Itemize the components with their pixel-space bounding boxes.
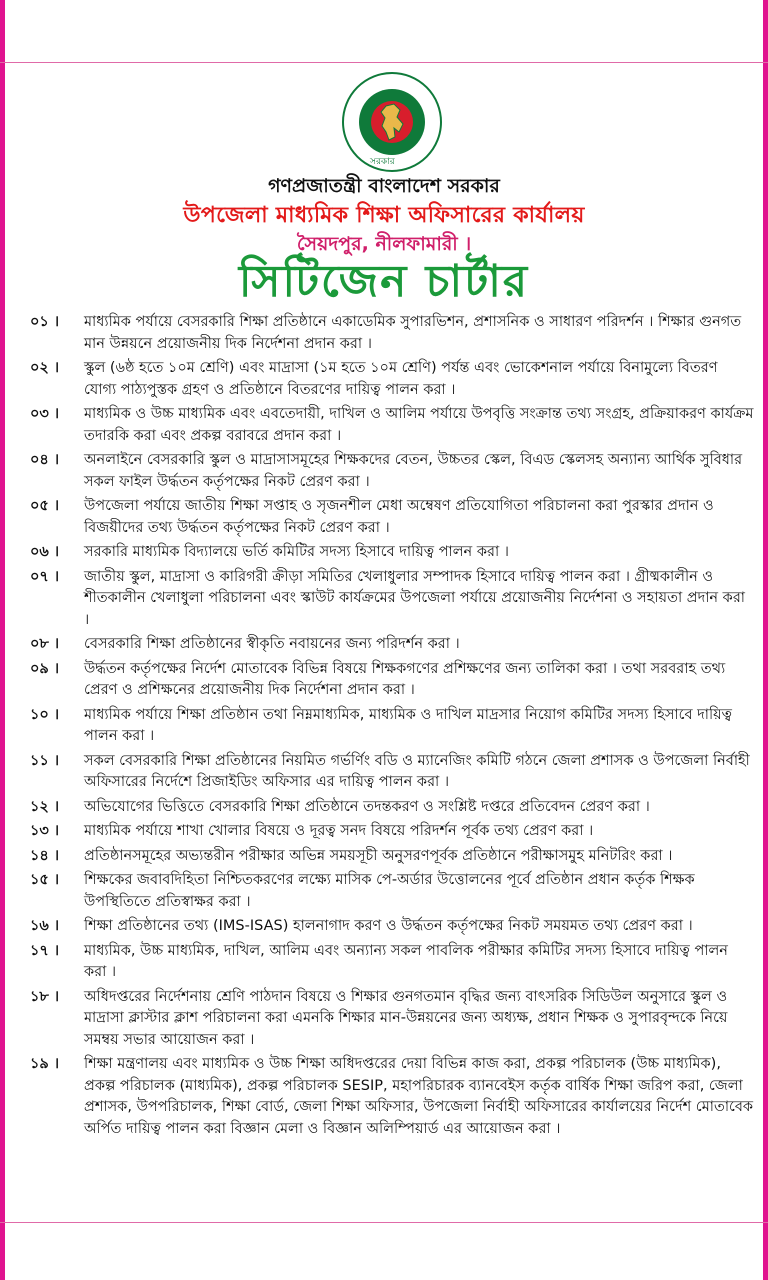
item-text: মাধ্যমিক ও উচ্চ মাধ্যমিক এবং এবতেদায়ী, দাখিল ও আলিম পর্যায়ে উপবৃত্তি সংক্রান্ত তথ্য সংগ্রহ, প্রক্রিয়াকরণ কার্যক্রম তদারকি করা এবং প্রকল্প বরাবরে প্রদান করা । (84, 406, 754, 444)
item-number: ০২ । (30, 360, 60, 376)
item-number: ০৯ । (30, 660, 60, 677)
item-text: সকল বেসরকারি শিক্ষা প্রতিষ্ঠানের নিয়মিত গর্ভর্ণিং বডি ও ম্যানেজিং কমিটি গঠনে জেলা প্রশাসক ও উপজেলা নির্বাহী অফিসারের নির্দেশে প্রিজাইডিং অফিসার এর দায়িত্ব পালন করা । (84, 752, 750, 790)
item-number: ১৩ । (30, 823, 60, 839)
list-item (30, 1054, 754, 1140)
charter-list (30, 312, 754, 1143)
item-text: শিক্ষা প্রতিষ্ঠানের তথ্য (IMS-ISAS) হালনাগাদ করণ ও উর্দ্ধতন কর্তৃপক্ষের নিকট সময়মত তথ্য প্রেরণ করা । (84, 918, 693, 934)
item-number: ১৭ । (30, 942, 60, 959)
item-number: ০৫ । (30, 498, 60, 514)
seal-text: সরকার (370, 157, 395, 167)
list-item (30, 567, 754, 632)
item-number: ১২ । (30, 798, 60, 815)
list-item (30, 751, 754, 794)
item-text: মাধ্যমিক পর্যায়ে শিক্ষা প্রতিষ্ঠান তথা নিম্নমাধ্যমিক, মাধ্যমিক ও দাখিল মাদ্রসার নিয়োগ কমিটির সদস্য হিসাবে দায়িত্ব পালন করা । (84, 706, 732, 744)
item-number: ০৩ । (30, 406, 60, 422)
government-seal (340, 70, 444, 174)
list-item (30, 821, 754, 843)
list-item (30, 496, 754, 539)
item-text: সরকারি মাধ্যমিক বিদ্যালয়ে ভর্তি কমিটির সদস্য হিসাবে দায়িত্ব পালন করা । (84, 544, 509, 560)
top-guide-line (0, 62, 768, 63)
bottom-guide-line (0, 1222, 768, 1223)
item-number: ১১ । (30, 752, 60, 769)
item-text: মাধ্যমিক পর্যায়ে শাখা খোলার বিষয়ে ও দূরত্ব সনদ বিষয়ে পরিদর্শন পূর্বক তথ্য প্রেরণ করা । (84, 823, 594, 839)
item-text: অনলাইনে বেসরকারি স্কুল ও মাদ্রাসাসমূহের শিক্ষকদের বেতন, উচ্চতর স্কেল, বিএড স্কেলসহ অন্যান্য আর্থিক সুবিধার সকল ফাইল উর্দ্ধতন কর্তৃপক্ষের নিকট প্রেরণ করা । (84, 452, 743, 490)
list-item (30, 542, 754, 564)
item-number: ০৮ । (30, 636, 60, 652)
office-location: সৈয়দপুর, নীলফামারী । (296, 233, 472, 255)
item-text: প্রতিষ্ঠানসমূহের অভ্যন্তরীন পরীক্ষার অভিন্ন সময়সূচী অনুসরণপূর্বক প্রতিষ্ঠানে পরীক্ষাসমুহ মনিটরিং করা । (84, 847, 673, 864)
list-item (30, 634, 754, 656)
item-number: ১৯ । (30, 1056, 60, 1072)
list-item (30, 846, 754, 868)
item-number: ১৪ । (30, 847, 60, 864)
item-text: অভিযোগের ভিত্তিতে বেসরকারি শিক্ষা প্রতিষ্ঠানে তদন্তকরণ ও সংশ্লিষ্ট দপ্তরে প্রতিবেদন প্রেরণ করা । (84, 798, 650, 815)
item-number: ১৮ । (30, 988, 60, 1005)
list-item (30, 797, 754, 819)
item-number: ০১ । (30, 314, 60, 330)
page-title: সিটিজেন চার্টার (238, 256, 530, 307)
list-item (30, 987, 754, 1052)
item-number: ০৭ । (30, 568, 60, 585)
list-item (30, 312, 754, 355)
list-item (30, 705, 754, 748)
list-item (30, 659, 754, 702)
item-number: ০৪ । (30, 452, 60, 468)
item-text: শিক্ষা মন্ত্রণালয় এবং মাধ্যমিক ও উচ্চ শিক্ষা অধিদপ্তরের দেয়া বিভিন্ন কাজ করা, প্রকল্প পরিচালক (উচ্চ মাধ্যমিক), প্রকল্প পরিচালক (মাধ্যমিক), প্রকল্প পরিচালক SESIP, মহাপরিচারক ব্যানবেইস কর্তৃক বার্ষিক শিক্ষা জরিপ করা, জেলা প্রশাসক, উপপরিচালক, শিক্ষা বোর্ড, জেলা শিক্ষা অফিসার, উপজেলা নির্বাহী অফিসারের কার্যালয়ের নির্দেশ মোতাবেক অর্পিত দায়িত্ব পালন করা বিজ্ঞান মেলা ও বিজ্ঞান অলিম্পিয়ার্ড এর আয়োজন করা । (84, 1056, 754, 1137)
list-item (30, 358, 754, 401)
item-text: জাতীয় স্কুল, মাদ্রাসা ও কারিগরী ক্রীড়া সমিতির খেলাধুলার সম্পাদক হিসাবে দায়িত্ব পালন করা । গ্রীষ্মকালীন ও শীতকালীন খেলাধুলা পরিচালনা এবং স্কাউট কার্যক্রমের উপজেলা পর্যায়ে প্রয়োজনীয় নির্দেশনা ও সহায়তা প্রদান করা । (84, 568, 745, 628)
office-name: উপজেলা মাধ্যমিক শিক্ষা অফিসারের কার্যালয় (183, 203, 585, 228)
item-number: ১৬ । (30, 918, 60, 934)
item-text: মাধ্যমিক, উচ্চ মাধ্যমিক, দাখিল, আলিম এবং অন্যান্য সকল পাবলিক পরীক্ষার কমিটির সদস্য হিসাবে দায়িত্ব পালন করা । (84, 942, 728, 980)
list-item (30, 450, 754, 493)
item-text: বেসরকারি শিক্ষা প্রতিষ্ঠানের স্বীকৃতি নবায়নের জন্য পরিদর্শন করা । (84, 636, 460, 652)
item-text: স্কুল (৬ষ্ঠ হতে ১০ম শ্রেণি) এবং মাদ্রাসা (১ম হতে ১০ম শ্রেণি) পর্যন্ত এবং ভোকেশনাল পর্যায়ে বিনামুল্যে বিতরণ যোগ্য পাঠ্যপুস্তক গ্রহণ ও প্রতিষ্ঠানে বিতরণের দায়িত্ব পালন করা । (84, 360, 718, 398)
item-number: ১৫ । (30, 872, 60, 888)
government-name: গণপ্রজাতন্ত্রী বাংলাদেশ সরকার (268, 175, 500, 197)
list-item (30, 404, 754, 447)
item-number: ০৬ । (30, 544, 60, 560)
list-item (30, 870, 754, 913)
item-text: উর্দ্ধতন কর্তৃপক্ষের নির্দেশ মোতাবেক বিভিন্ন বিষয়ে শিক্ষকগণের প্রশিক্ষণের জন্য তালিকা করা । তথা সরবরাহ তথ্য প্রেরণ ও প্রশিক্ষনের প্রয়োজনীয় দিক নির্দেশনা প্রদান করা । (84, 660, 726, 698)
item-text: মাধ্যমিক পর্যায়ে বেসরকারি শিক্ষা প্রতিষ্ঠানে একাডেমিক সুপারভিশন, প্রশাসনিক ও সাধারণ পরিদর্শন । শিক্ষার গুনগত মান উন্নয়নে প্রয়োজনীয় দিক নির্দেশনা প্রদান করা । (84, 314, 742, 352)
list-item (30, 941, 754, 984)
item-text: অধিদপ্তরের নির্দেশনায় শ্রেণি পাঠদান বিষয়ে ও শিক্ষার গুনগতমান বৃদ্ধির জন্য বাৎসরিক সিডিউল অনুসারে স্কুল ও মাদ্রাসা ক্লাস্টার ক্লাশ পরিচালনা করা এমনকি শিক্ষার মান-উন্নয়নের জন্য অধ্যক্ষ, প্রধান শিক্ষক ও সুপারবৃন্দকে নিয়ে সমম্বয় সভার আয়োজন করা । (84, 988, 728, 1048)
item-text: শিক্ষকের জবাবদিহিতা নিশ্চিতকরণের লক্ষ্যে মাসিক পে-অর্ডার উত্তোলনের পূর্বে প্রতিষ্ঠান প্রধান কর্তৃক শিক্ষক উপস্থিতিতে প্রতিস্বাক্ষর করা । (84, 872, 695, 910)
item-text: উপজেলা পর্যায়ে জাতীয় শিক্ষা সপ্তাহ ও সৃজনশীল মেধা অম্বেষণ প্রতিযোগিতা পরিচালনা করা পুরস্কার প্রদান ও বিজয়ীদের তথ্য উর্দ্ধতন কর্তৃপক্ষের নিকট প্রেরণ করা । (84, 498, 714, 536)
item-number: ১০ । (30, 706, 60, 723)
list-item (30, 916, 754, 938)
